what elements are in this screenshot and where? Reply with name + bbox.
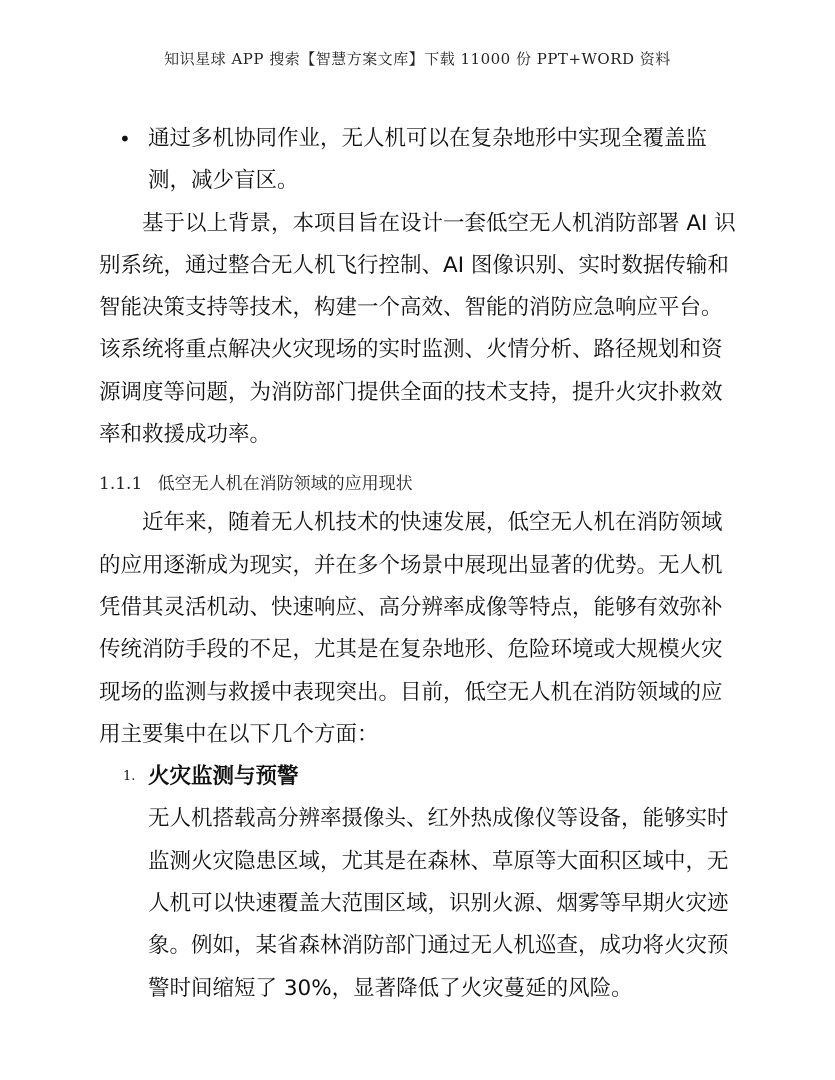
document-body bbox=[99, 118, 739, 1010]
numbered-item-title: 火灾监测与预警 bbox=[148, 764, 299, 790]
paragraph-background: 基于以上背景，本项目旨在设计一套低空无人机消防部署 AI 识别系统，通过整合无人机飞行控制、AI 图像识别、实时数据传输和智能决策支持等技术，构建一个高效、智能的消防应急响应平台。该系统将重点解决火灾现场的实时监测、火情分析、路径规划和资源调度等问题，为消防部门提供全面的技术支持，提升火灾扑救效率和救援成功率。 bbox=[99, 210, 736, 448]
paragraph-status: 近年来，随着无人机技术的快速发展，低空无人机在消防领域的应用逐渐成为现实，并在多个场景中展现出显著的优势。无人机凭借其灵活机动、快速响应、高分辨率成像等特点，能够有效弥补传统消防手段的不足，尤其是在复杂地形、危险环境或大规模火灾现场的监测与救援中表现突出。目前，低空无人机在消防领域的应用主要集中在以下几个方面： bbox=[99, 510, 723, 747]
numbered-item bbox=[99, 756, 739, 1010]
section-heading bbox=[99, 468, 739, 500]
bullet-item bbox=[99, 118, 739, 203]
bullet-marker: • bbox=[119, 127, 131, 151]
section-title: 低空无人机在消防领域的应用现状 bbox=[157, 474, 413, 495]
section-number: 1.1.1 bbox=[99, 474, 143, 495]
page-header: 知识星球 APP 搜索【智慧方案文库】下载 11000 份 PPT+WORD 资料 bbox=[164, 50, 671, 68]
numbered-item-body: 无人机搭载高分辨率摄像头、红外热成像仪等设备，能够实时监测火灾隐患区域，尤其是在森林、草原等大面积区域中，无人机可以快速覆盖大范围区域，识别火源、烟雾等早期火灾迹象。例如，某省森林消防部门通过无人机巡查，成功将火灾预警时间缩短了 30%，显著降低了火灾蔓延的风险。 bbox=[148, 806, 729, 1001]
numbered-item-marker: 1. bbox=[123, 769, 136, 785]
bullet-text: 通过多机协同作业，无人机可以在复杂地形中实现全覆盖监测，减少盲区。 bbox=[148, 126, 708, 194]
